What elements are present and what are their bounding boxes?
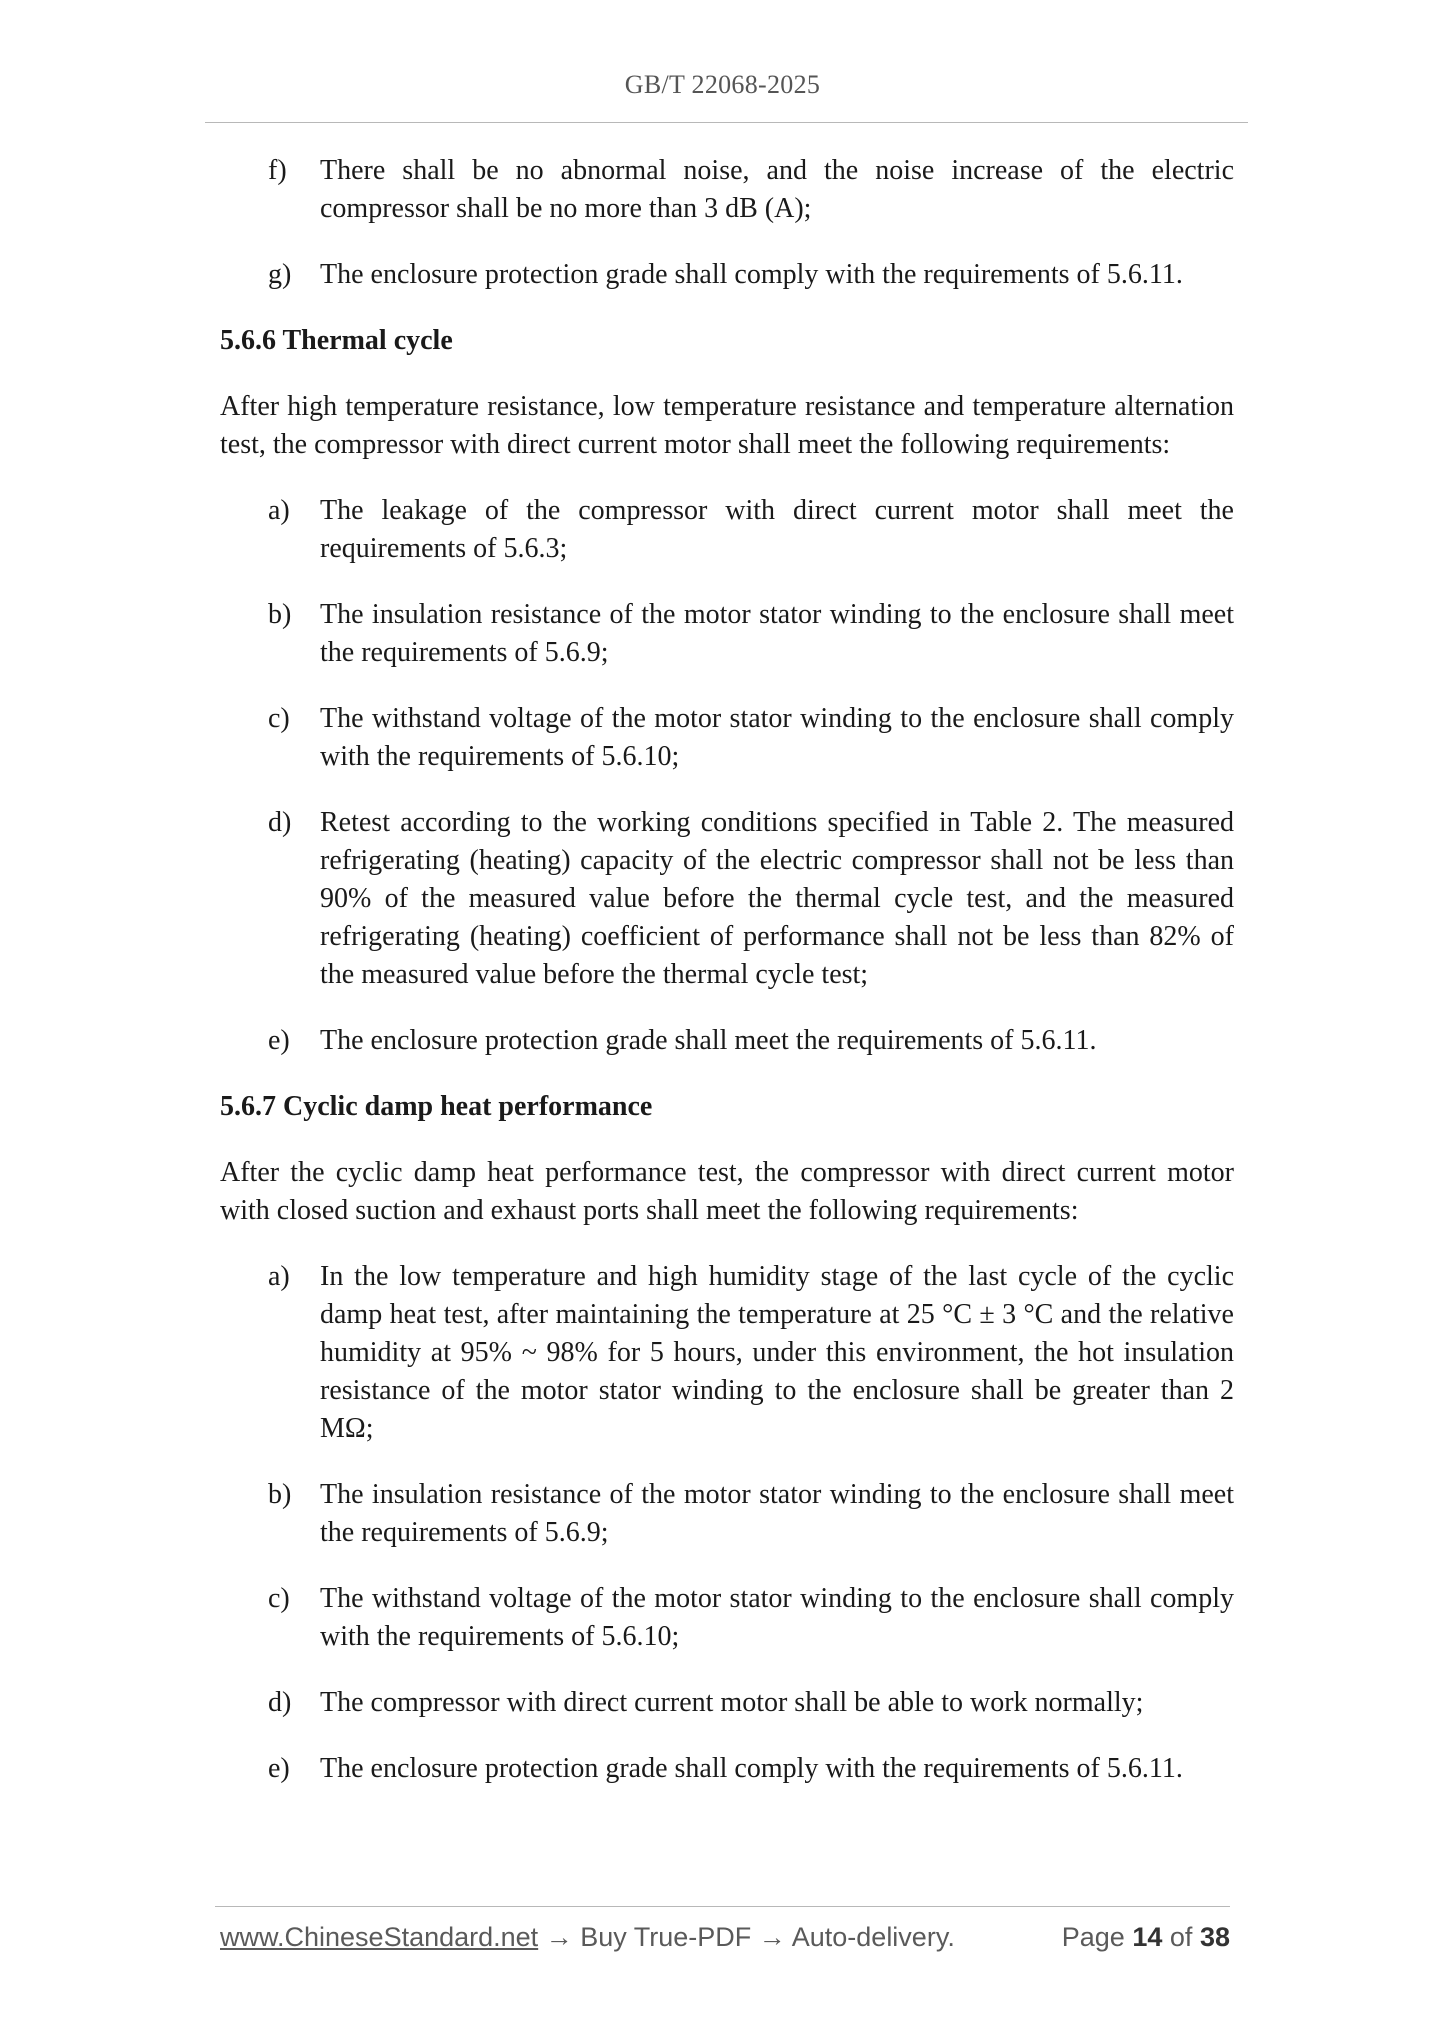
page-footer: [220, 1922, 1230, 1953]
list-marker: e): [268, 1753, 290, 1784]
list-text: The insulation resistance of the motor stator winding to the enclosure shall meet the requirements of 5.6.9;: [320, 599, 1234, 668]
page-number: 14: [1132, 1922, 1163, 1952]
list-text: The enclosure protection grade shall meet the requirements of 5.6.11.: [320, 1025, 1097, 1056]
list-marker: c): [268, 1583, 290, 1614]
section-intro-5-6-6: After high temperature resistance, low temperature resistance and temperature alternation test, the compressor with direct current motor shall meet the following requirements:: [220, 391, 1234, 460]
list-text: There shall be no abnormal noise, and the noise increase of the electric compressor shall be no more than 3 dB (A);: [320, 155, 1234, 224]
list-marker: e): [268, 1025, 290, 1056]
of-label: of: [1169, 1922, 1193, 1952]
section-heading-5-6-6: 5.6.6 Thermal cycle: [220, 325, 453, 356]
section-intro-5-6-7: After the cyclic damp heat performance test, the compressor with direct current motor with closed suction and exhaust ports shall meet the following requirements:: [220, 1157, 1234, 1226]
list-marker: b): [268, 599, 292, 630]
page-indicator: [1062, 1922, 1230, 1953]
list-marker: a): [268, 1261, 290, 1292]
list-text: The withstand voltage of the motor stator winding to the enclosure shall comply with the requirements of 5.6.10;: [320, 703, 1234, 772]
list-item-d: [220, 1684, 1234, 1722]
header-divider: [205, 122, 1248, 123]
list-marker: c): [268, 703, 290, 734]
list-marker: d): [268, 1687, 292, 1718]
list-item-g: [220, 256, 1234, 294]
list-text: In the low temperature and high humidity stage of the last cycle of the cyclic damp heat test, after maintaining the temperature at 25 °C ± 3 °C and the relative humidity at 95% ~ 98% for 5 hours, under this environment, the hot insulation resistance of the motor stator winding to the enclosure shall be greater than 2 MΩ;: [320, 1261, 1234, 1444]
list-text: The leakage of the compressor with direct current motor shall meet the requirements of 5.6.3;: [320, 495, 1234, 564]
list-text: The insulation resistance of the motor stator winding to the enclosure shall meet the requirements of 5.6.9;: [320, 1479, 1234, 1548]
list-item-b: [220, 596, 1234, 672]
footer-promo: [220, 1922, 955, 1953]
page-body: [220, 152, 1234, 1816]
list-text: The compressor with direct current motor shall be able to work normally;: [320, 1687, 1144, 1718]
list-item-c: [220, 1580, 1234, 1656]
list-item-e: [220, 1750, 1234, 1788]
document-code-header: GB/T 22068-2025: [624, 70, 821, 99]
list-item-c: [220, 700, 1234, 776]
list-item-e: [220, 1022, 1234, 1060]
page-total: 38: [1199, 1922, 1230, 1952]
footer-divider: [215, 1906, 1230, 1907]
footer-promo-text: → Buy True-PDF → Auto-delivery.: [538, 1922, 955, 1952]
list-marker: b): [268, 1479, 292, 1510]
list-marker: f): [268, 155, 287, 186]
list-marker: a): [268, 495, 290, 526]
list-item-a: [220, 1258, 1234, 1448]
list-text: The enclosure protection grade shall comply with the requirements of 5.6.11.: [320, 259, 1183, 290]
list-marker: g): [268, 259, 292, 290]
list-text: The withstand voltage of the motor stator winding to the enclosure shall comply with the requirements of 5.6.10;: [320, 1583, 1234, 1652]
list-text: The enclosure protection grade shall comply with the requirements of 5.6.11.: [320, 1753, 1183, 1784]
list-marker: d): [268, 807, 292, 838]
list-item-b: [220, 1476, 1234, 1552]
list-item-a: [220, 492, 1234, 568]
list-item-f: [220, 152, 1234, 228]
page-label: Page: [1061, 1922, 1125, 1952]
list-item-d: [220, 804, 1234, 994]
section-heading-5-6-7: 5.6.7 Cyclic damp heat performance: [220, 1091, 653, 1122]
list-text: Retest according to the working conditions specified in Table 2. The measured refrigerating (heating) capacity of the electric compressor shall not be less than 90% of the measured value before the thermal cycle test, and the measured refrigerating (heating) coefficient of performance shall not be less than 82% of the measured value before the thermal cycle test;: [320, 807, 1234, 990]
website-link[interactable]: www.ChineseStandard.net: [220, 1922, 539, 1952]
